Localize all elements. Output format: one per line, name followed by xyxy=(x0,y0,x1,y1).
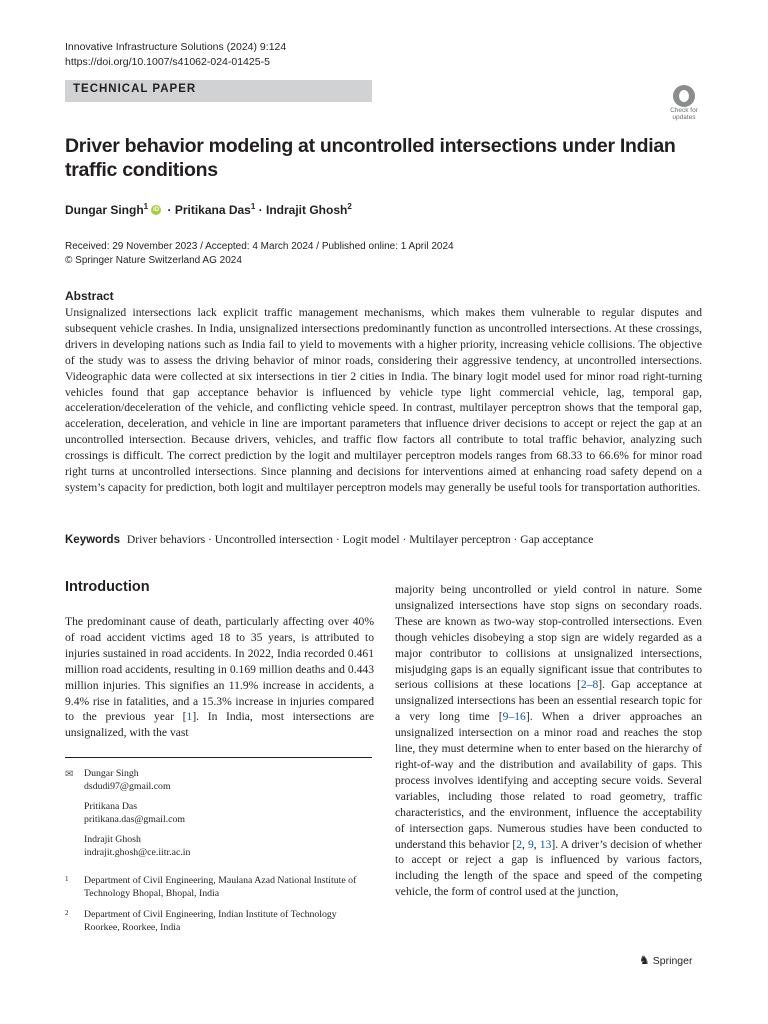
affiliation-number: 1 xyxy=(65,875,69,883)
footnote-divider xyxy=(65,757,372,758)
author-affiliation-ref: 1 xyxy=(143,202,149,211)
contact-entry xyxy=(84,768,393,793)
publication-history xyxy=(65,240,454,268)
intro-paragraph-text: majority being uncontrolled or yield control in nature. Some unsignalized intersections have stop signs on secondary roads. These are known as two-way stop-controlled intersections. Even though vehicles disobeying a stop sign are widely regarded as a major contributor to collisions at unsignalized intersections, misjudging gaps is an equally significant issue that contributes to serious collisions at these locations [ xyxy=(395,583,702,692)
affiliation-text: Department of Civil Engineering, Maulana Azad National Institute of Technology Bhopal, Bhopal, India xyxy=(84,875,357,899)
intro-paragraph-text: ]. A driver’s decision of whether to accept or reject a gap is influenced by various factors, including the length of the space and speed of the competing vehicle, the form of control used at the junction, xyxy=(395,837,703,899)
contact-entry xyxy=(84,834,393,859)
intro-paragraph-text: ]. Gap acceptance at unsignalized intersections has been an essential research topic for a very long time [ xyxy=(395,678,702,724)
orcid-icon[interactable]: iD xyxy=(153,206,160,213)
author-separator: · xyxy=(167,203,172,217)
intro-paragraph-text: The predominant cause of death, particularly affecting over 40% of road accident victims aged 18 to 35 years, is attributed to injuries sustained in road accidents. In 2022, India recorded 0.461 million road accidents, resulting in 0.169 million deaths and 0.443 million injuries. This signifies an 11.9% increase in accidents, a 9.4% rise in fatalities, and a 15.3% increase in injuries compared to the previous year [ xyxy=(65,615,374,724)
check-for-updates-badge[interactable] xyxy=(665,85,703,123)
article-type-bar xyxy=(65,80,372,102)
contact-name: Dungar Singh xyxy=(84,768,139,779)
citation-link[interactable]: 2 xyxy=(516,837,523,851)
citation-link[interactable]: 2–8 xyxy=(580,678,599,692)
contact-email[interactable]: pritikana.das@gmail.com xyxy=(84,813,185,825)
contact-name: Indrajit Ghosh xyxy=(84,834,141,845)
author-name[interactable]: Indrajit Ghosh xyxy=(266,203,348,217)
publisher-name: Springer xyxy=(652,955,693,967)
contact-entry xyxy=(84,801,393,826)
check-updates-line1: Check for xyxy=(670,107,698,114)
intro-paragraph-text: ]. When a driver approaches an unsignalized intersection on a minor road and reaches the stop line, they must determine when to enter based on the hierarchy of right-of-way and the distribution and availability of gaps. This process involves identifying and accepting secure voids. Several variables, including those related to road geometry, traffic characteristics, and the environment, influence the acceptability of intersection gaps. Numerous studies have been conducted to understand this behavior [ xyxy=(395,710,703,851)
copyright-notice: © Springer Nature Switzerland AG 2024 xyxy=(65,255,242,266)
publication-dates: Received: 29 November 2023 / Accepted: 4 March 2024 / Published online: 1 April 2024 xyxy=(65,241,454,252)
affiliation-text: Department of Civil Engineering, Indian Institute of Technology Roorkee, Roorkee, India xyxy=(84,909,337,933)
abstract-text: Unsignalized intersections lack explicit traffic management mechanisms, which makes them vulnerable to regular disputes and subsequent vehicle crashes. In India, unsignalized intersections predominantly function as uncontrolled intersections. At these crossings, drivers in developing nations such as India fail to yield to movements with a higher priority, increasing vehicle collisions. The objective of the study was to assess the driving behavior of minor roads, considering their aggressive tendency, at uncontrolled intersections. Videographic data were collected at six intersections in tier 2 cities in India. The binary logit model used for minor road right-turning vehicles found that gap acceptance behavior is influenced by vehicle type light commercial vehicle, lag, temporal gap, acceleration/deceleration of the vehicle, and conflicting vehicle speed. In contrast, multilayer perceptron shows that the temporal gap, acceleration, deceleration, and vehicle in line are important parameters that influence driver decisions to accept or reject the gap at an uncontrolled intersection. Because drivers, vehicles, and traffic flow factors all contribute to total traffic behavior, analyzing such crossings is difficult. The correct prediction by the logit and multilayer perceptron models ranges from 68.33 to 66.6% for minor road right turns at uncontrolled intersections. Since planning and decisions for interventions aimed at enhancing road safety depend on a system’s capacity for prediction, both logit and multilayer perceptron models may generally be useful tools for transportation authorities. xyxy=(65,306,702,494)
check-updates-line2: updates xyxy=(672,114,696,121)
author-separator: · xyxy=(258,203,263,217)
footnotes xyxy=(65,768,374,943)
introduction-left-column xyxy=(65,614,374,741)
envelope-icon: ✉ xyxy=(65,769,74,780)
introduction-heading: Introduction xyxy=(65,579,150,595)
author-list xyxy=(65,202,352,217)
journal-header xyxy=(65,40,286,69)
article-title: Driver behavior modeling at uncontrolled intersections under Indian traffic conditions xyxy=(65,135,676,181)
citation-link[interactable]: 9 xyxy=(528,837,534,851)
abstract-heading: Abstract xyxy=(65,289,114,303)
publisher-logo xyxy=(639,953,692,967)
contact-email[interactable]: indrajit.ghosh@ce.iitr.ac.in xyxy=(84,846,191,858)
citation-link[interactable]: 1 xyxy=(186,710,193,724)
keywords-line xyxy=(65,533,593,546)
author-name[interactable]: Pritikana Das xyxy=(174,203,251,217)
citation-link[interactable]: 13 xyxy=(539,837,552,851)
doi-link[interactable]: https://doi.org/10.1007/s41062-024-01425-5 xyxy=(65,55,270,68)
affiliation-number: 2 xyxy=(65,909,69,917)
affiliation-entry xyxy=(65,875,374,900)
keywords-label: Keywords xyxy=(65,534,120,546)
article-type-label: TECHNICAL PAPER xyxy=(73,83,197,95)
author-name[interactable]: Dungar Singh xyxy=(65,203,144,217)
author-affiliation-ref: 1 xyxy=(250,202,256,211)
contact-email[interactable]: dsdudi97@gmail.com xyxy=(84,780,171,792)
journal-citation: Innovative Infrastructure Solutions (2024) 9:124 xyxy=(65,41,287,53)
contact-name: Pritikana Das xyxy=(84,801,138,812)
keywords-text: Driver behaviors · Uncontrolled intersection · Logit model · Multilayer perceptron · Gap acceptance xyxy=(126,533,594,546)
citation-separator: , xyxy=(533,837,540,851)
citation-separator: , xyxy=(522,837,528,851)
citation-link[interactable]: 9–16 xyxy=(502,710,526,724)
author-affiliation-ref: 2 xyxy=(347,202,352,211)
affiliation-entry xyxy=(65,909,374,934)
introduction-right-column xyxy=(395,582,702,900)
springer-horse-icon: ♞ xyxy=(639,953,650,967)
check-updates-icon xyxy=(673,85,695,107)
intro-paragraph-text: ]. In India, most intersections are unsignalized, with the vast xyxy=(65,710,374,740)
